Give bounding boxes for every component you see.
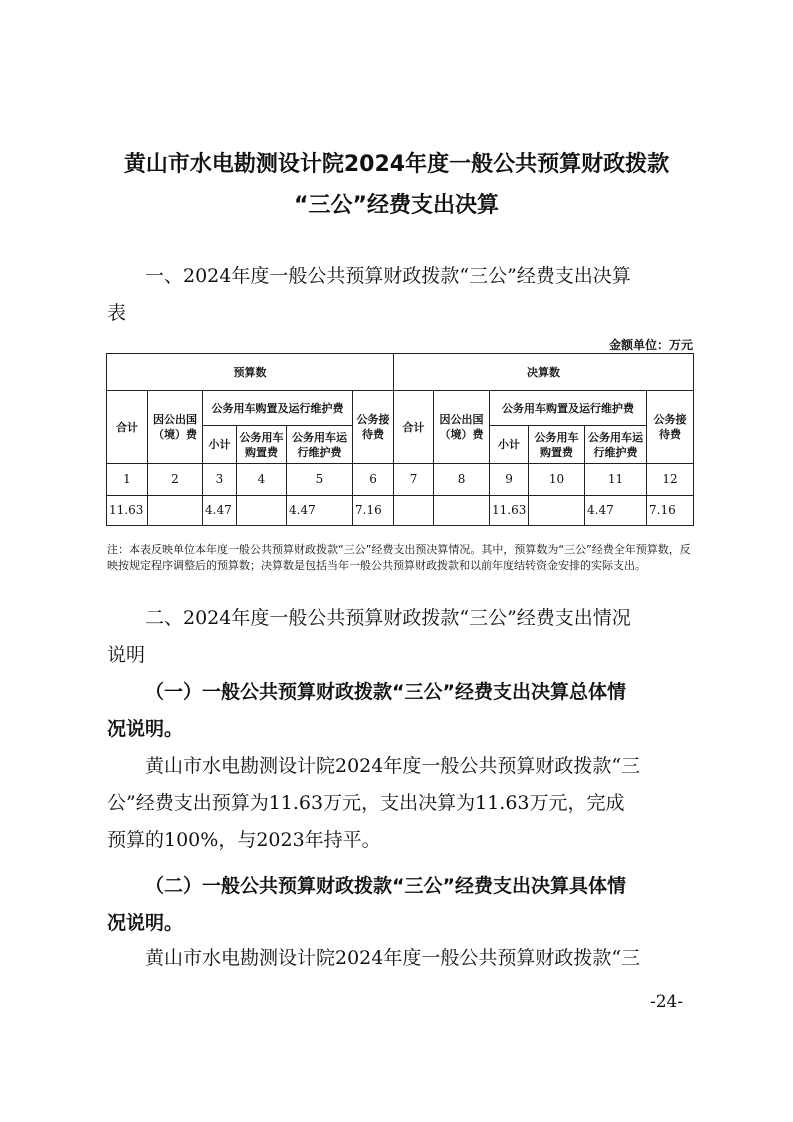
final-group-header: 决算数 <box>394 354 694 391</box>
value-budget-reception: 7.16 <box>353 496 394 526</box>
budget-vehicle-purchase-header: 公务用车购置费 <box>237 426 287 464</box>
table-note: 注：本表反映单位本年度一般公共预算财政拨款“三公”经费支出预决算情况。其中，预算数为“三公”经费全年预算数，反映按规定程序调整后的预算数；决算数是包括当年一般公共预算财政拨款和以前年度结转资金安排的实际支出。 <box>107 543 691 572</box>
subsection-2-heading-line-2: 况说明。 <box>107 912 184 934</box>
section-1-heading-line-1: 一、2024年度一般公共预算财政拨款“三公”经费支出决算 <box>145 265 631 287</box>
value-budget-vehicle-purchase <box>237 496 287 526</box>
column-number-2: 2 <box>148 464 203 496</box>
page-number: -24- <box>650 992 684 1012</box>
final-vehicle-purchase-header: 公务用车购置费 <box>529 426 585 464</box>
column-number-11: 11 <box>585 464 647 496</box>
column-number-6: 6 <box>353 464 394 496</box>
subsection-1-body-line-1: 黄山市水电勘测设计院2024年度一般公共预算财政拨款“三 <box>145 755 641 777</box>
subsection-2-heading-line-1: （二）一般公共预算财政拨款“三公”经费支出决算具体情 <box>145 875 626 897</box>
final-reception-header: 公务接待费 <box>647 391 694 464</box>
subsection-2-heading <box>107 868 693 942</box>
value-final-subtotal: 11.63 <box>490 496 529 526</box>
section-2-heading-line-2: 说明 <box>107 644 146 666</box>
section-1-heading-line-2: 表 <box>107 302 127 324</box>
budget-vehicle-group-header: 公务用车购置及运行维护费 <box>203 391 353 426</box>
value-budget-vehicle-operation: 4.47 <box>287 496 353 526</box>
budget-group-header: 预算数 <box>107 354 394 391</box>
subsection-1-body-line-2: 公”经费支出预算为11.63万元，支出决算为11.63万元，完成 <box>107 792 625 814</box>
column-number-10: 10 <box>529 464 585 496</box>
budget-total-header: 合计 <box>107 391 148 464</box>
value-budget-total: 11.63 <box>107 496 148 526</box>
final-subtotal-header: 小计 <box>490 426 529 464</box>
value-final-total <box>394 496 434 526</box>
subsection-2-body-line-1: 黄山市水电勘测设计院2024年度一般公共预算财政拨款“三 <box>145 947 641 969</box>
column-number-9: 9 <box>490 464 529 496</box>
subsection-1-heading-line-2: 况说明。 <box>107 718 184 740</box>
subsection-1-heading-line-1: （一）一般公共预算财政拨款“三公”经费支出决算总体情 <box>145 681 626 703</box>
value-budget-subtotal: 4.47 <box>203 496 237 526</box>
column-number-row <box>107 464 694 496</box>
subsection-1-heading <box>107 674 693 748</box>
value-budget-abroad <box>148 496 203 526</box>
document-title-line-2: “三公”经费支出决算 <box>294 193 499 218</box>
column-number-12: 12 <box>647 464 694 496</box>
section-2-heading <box>107 600 693 674</box>
subsection-2-body <box>107 940 693 977</box>
final-total-header: 合计 <box>394 391 434 464</box>
final-vehicle-group-header: 公务用车购置及运行维护费 <box>490 391 647 426</box>
document-title-line-1: 黄山市水电勘测设计院2024年度一般公共预算财政拨款 <box>123 152 670 177</box>
section-2-heading-line-1: 二、2024年度一般公共预算财政拨款“三公”经费支出情况 <box>145 607 631 629</box>
subsection-1-body-line-3: 预算的100%，与2023年持平。 <box>107 829 381 851</box>
value-row <box>107 496 694 526</box>
column-number-5: 5 <box>287 464 353 496</box>
section-1-heading <box>107 258 693 332</box>
final-vehicle-operation-header: 公务用车运行维护费 <box>585 426 647 464</box>
column-number-8: 8 <box>434 464 490 496</box>
value-final-reception: 7.16 <box>647 496 694 526</box>
budget-vehicle-operation-header: 公务用车运行维护费 <box>287 426 353 464</box>
budget-abroad-header: 因公出国（境）费 <box>148 391 203 464</box>
three-public-expenses-table <box>106 353 694 526</box>
budget-subtotal-header: 小计 <box>203 426 237 464</box>
value-final-vehicle-operation: 4.47 <box>585 496 647 526</box>
column-number-1: 1 <box>107 464 148 496</box>
column-number-4: 4 <box>237 464 287 496</box>
value-final-vehicle-purchase <box>529 496 585 526</box>
unit-label: 金额单位：万元 <box>608 338 693 352</box>
column-number-7: 7 <box>394 464 434 496</box>
column-number-3: 3 <box>203 464 237 496</box>
value-final-abroad <box>434 496 490 526</box>
subsection-1-body <box>107 748 693 859</box>
budget-reception-header: 公务接待费 <box>353 391 394 464</box>
final-abroad-header: 因公出国（境）费 <box>434 391 490 464</box>
